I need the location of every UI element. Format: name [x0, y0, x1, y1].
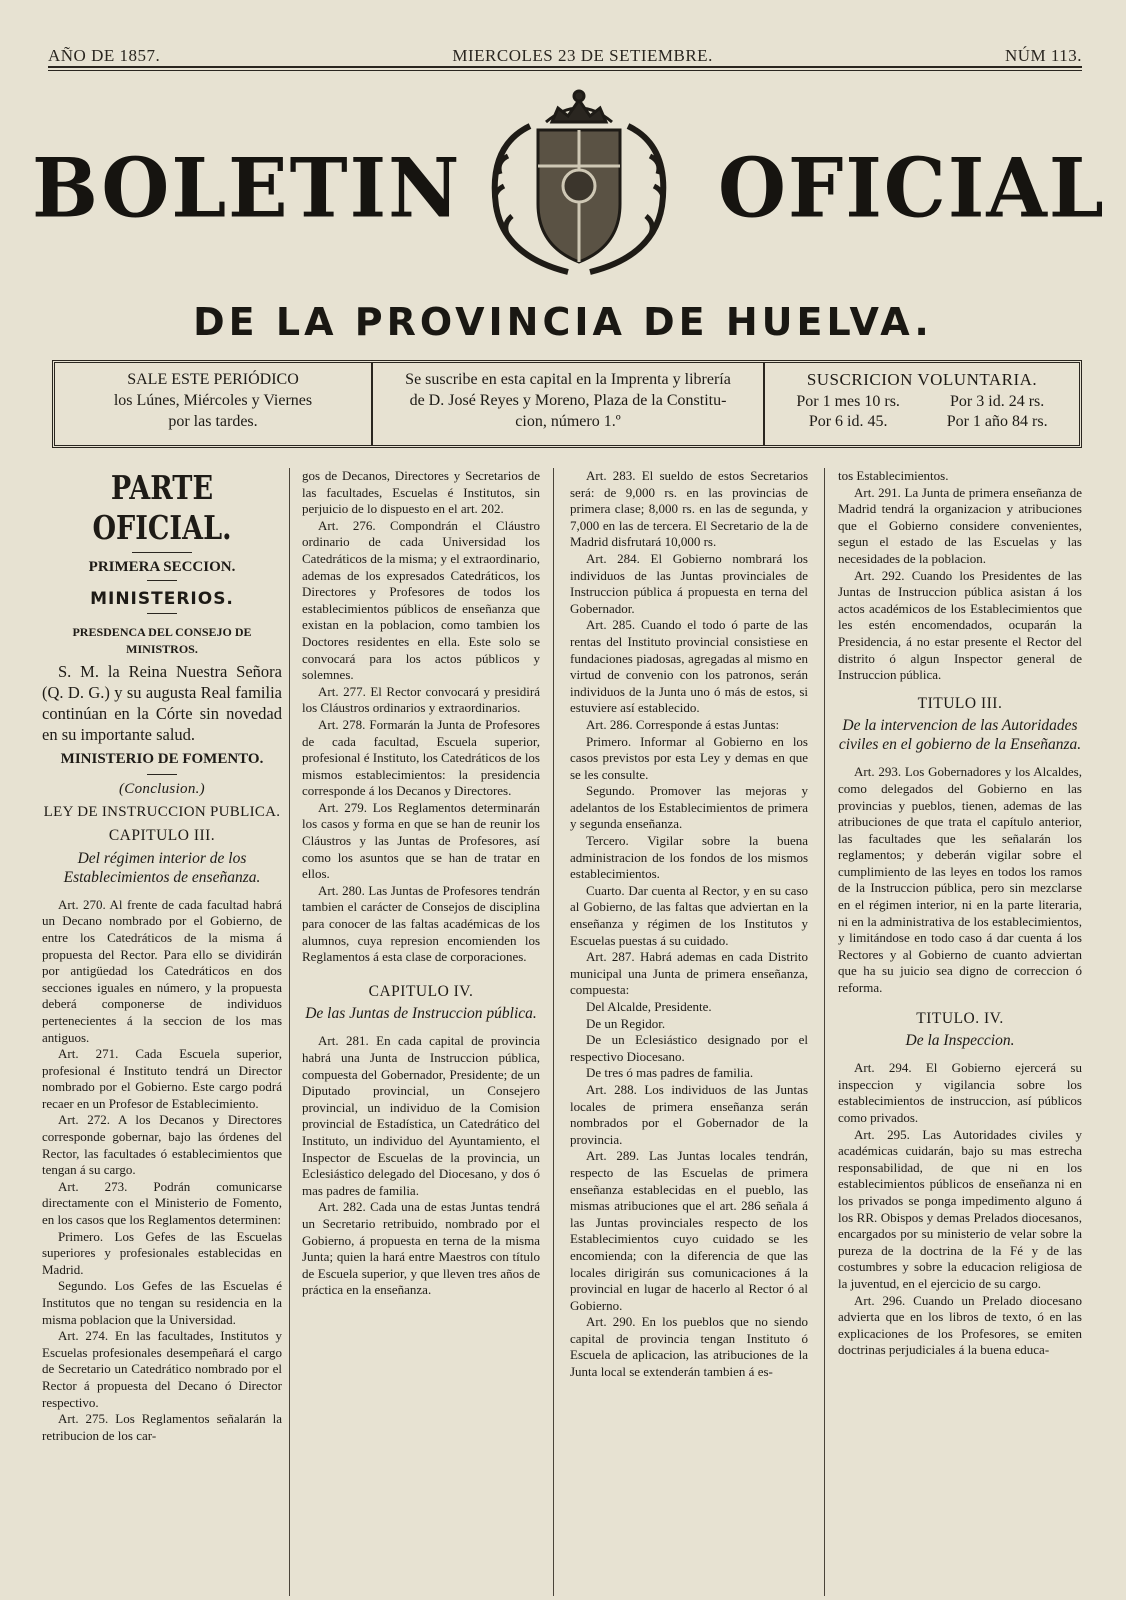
article-paragraph: Primero. Informar al Gobierno en los casos previstos por esta Ley y demas en que se les consulte.: [570, 733, 808, 782]
price-3-meses: Por 3 id. 24 rs.: [950, 393, 1045, 410]
chapter-subtitle: Del régimen interior de los Establecimientos de enseñanza.: [63, 849, 261, 886]
article-paragraph: Art. 284. El Gobierno nombrará los individuos de las Juntas provinciales de Instruccion pública á propuesta en terna del Gobernador.: [570, 550, 808, 616]
article-paragraph: Del Alcalde, Presidente.: [586, 999, 712, 1014]
title-subtitle: De la Inspeccion.: [905, 1032, 1015, 1050]
article-paragraph: Cuarto. Dar cuenta al Rector, y en su caso al Gobierno, de las faltas que adviertan en la enseñanza y régimen de los Institutos y Escuelas puestas á su cuidado.: [570, 882, 808, 948]
article-paragraph: Art. 288. Los individuos de las Juntas locales de primera enseñanza serán nombrados por el Gobernador de la provincia.: [570, 1081, 808, 1147]
ministerios-heading: MINISTERIOS.: [90, 588, 234, 609]
column-2: [302, 468, 540, 1596]
article-paragraph: Art. 274. En las facultades, Institutos y Escuelas profesionales desempeñará el cargo de Secretario un Catedrático nombrado por el Rector á propuesta del Decano ó Director respectivo.: [42, 1328, 282, 1410]
article-paragraph: gos de Decanos, Directores y Secretarios de las facultades, Escuelas é Institutos, sin perjuicio de lo dispuesto en el art. 202.: [302, 468, 540, 517]
masthead-subtitle: DE LA PROVINCIA DE HUELVA.: [193, 300, 933, 344]
info-box: [52, 360, 1082, 448]
article-paragraph: Art. 278. Formarán la Junta de Profesores de cada facultad, Escuela superior, profesional é Instituto, los Catedráticos de los mismos establecimientos: la presidencia corresponde á los Decanos y Directores.: [302, 716, 540, 799]
masthead-right-word: OFICIAL: [718, 140, 1106, 237]
header-year: AÑO DE 1857.: [48, 46, 161, 65]
article-paragraph: Art. 286. Corresponde á estas Juntas:: [586, 716, 780, 732]
column-divider: [553, 468, 554, 1596]
article-paragraph: Segundo. Los Gefes de las Escuelas é Institutos que no tengan su residencia en la misma poblacion que la Universidad.: [42, 1278, 282, 1327]
column-1: [42, 468, 282, 1596]
article-paragraph: Art. 287. Habrá ademas en cada Distrito municipal una Junta de primera enseñanza, compuesta:: [570, 949, 808, 998]
article-paragraph: De tres ó mas padres de familia.: [586, 1065, 754, 1081]
parte-oficial-heading: PARTE OFICIAL.: [92, 468, 232, 547]
header-number: NÚM 113.: [1004, 46, 1082, 65]
article-paragraph: Art. 295. Las Autoridades civiles y académicas cuidarán, bajo su mas estrecha responsabilidad, de que ni en los establecimientos públicos de enseñanza ni en los privados se ponga impedimento alguno á los RR. Obispos y demas Prelados diocesanos, encargados por su ministerio de velar sobre la pureza de la doctrina de la Fé y de las costumbres y sobre la educacion religiosa de la juventud, en el ejercicio de su cargo.: [838, 1126, 1082, 1291]
article-paragraph: Art. 292. Cuando los Presidentes de las Juntas de Instruccion pública asistan á los actos académicos de los Establecimientos que les estén encomendados, ocuparán la Presidencia, á no estar presente el Rector del distrito ó algun Inspector general de Instruccion pública.: [838, 567, 1082, 683]
article-paragraph: Segundo. Promover las mejoras y adelantos de los Establecimientos de primera y segunda enseñanza.: [570, 783, 808, 832]
article-paragraph: Art. 281. En cada capital de provincia habrá una Junta de Instruccion pública, compuesta del Gobernador, Presidente; de un Diputado provincial, un Consejero provincial, un individuo de la Comision provincial de Estadística, un Catedrático del Instituto, un individuo del Ayuntamiento, el Inspector de Escuelas de la provincia, un Eclesiástico delegado del Diocesano, y dos ó mas padres de familia.: [302, 1033, 540, 1198]
title-heading: TITULO III.: [917, 694, 1003, 712]
article-paragraph: Art. 296. Cuando un Prelado diocesano advierta que en los libros de texto, ó en las explicaciones de los Profesores, se emiten doctrinas perjudiciales á la buena educa-: [838, 1292, 1082, 1358]
article-paragraph: Art. 272. A los Decanos y Directores corresponde gobernar, bajo las órdenes del Rector, las facultades ó establecimientos que tengan á su cargo.: [42, 1112, 282, 1178]
section-heading: PRIMERA SECCION.: [88, 559, 236, 575]
article-paragraph: Art. 279. Los Reglamentos determinarán los casos y forma en que se han de reunir los Cláustros y las Juntas de Profesores, así como los asuntos que se han de tratar en ellos.: [302, 799, 540, 882]
article-paragraph: Art. 276. Compondrán el Cláustro ordinario de cada Universidad los Catedráticos de la misma; y el extraordinario, ademas de los expresados Catedráticos, los Directores y Profesores de todos los establecimientos públicos de enseñanza que existan en la poblacion, como tambien los Doctores residentes en ella. Este solo se convocará para los actos públicos y solemnes.: [302, 517, 540, 683]
info-publication-days: SALE ESTE PERIÓDICO los Lúnes, Miércoles y Viernes por las tardes.: [55, 363, 373, 445]
article-paragraph: De un Eclesiástico designado por el respectivo Diocesano.: [570, 1032, 808, 1064]
article-paragraph: Art. 283. El sueldo de estos Secretarios será: de 9,000 rs. en las provincias de primera clase; 8,000 rs. en las de segunda, y 7,000 en las de tercera. El Secretario de la de Madrid disfrutará 10,000 rs.: [570, 468, 808, 550]
presidencia-heading: PRESDENCA DEL CONSEJO DE MINISTROS.: [72, 625, 252, 656]
reina-notice: S. M. la Reina Nuestra Señora (Q. D. G.) y su augusta Real familia continúan en la Córte sin novedad en su importante salud.: [42, 662, 282, 745]
masthead-left-word: BOLETIN: [32, 140, 462, 237]
header-rule-thin: [48, 70, 1082, 71]
article-paragraph: Art. 290. En los pueblos que no siendo capital de provincia tengan Instituto ó Escuela de aplicacion, las atribuciones de la Junta local se extenderán tambien á es-: [570, 1314, 808, 1380]
article-paragraph: Art. 271. Cada Escuela superior, profesional é Instituto tendrá un Director nombrado por el Gobierno. Este cargo podrá recaer en un Profesor de Establecimiento.: [42, 1046, 282, 1111]
header-date: MIERCOLES 23 DE SETIEMBRE.: [452, 46, 713, 65]
article-paragraph: Art. 273. Podrán comunicarse directamente con el Ministerio de Fomento, en los casos que los Reglamentos determinen:: [42, 1178, 282, 1228]
article-paragraph: Art. 282. Cada una de estas Juntas tendrá un Secretario retribuido, nombrado por el Gobierno, á propuesta en terna de la misma Junta; quien la hará entre Maestros con título de Escuela superior, y que lleven tres años de práctica en la enseñanza.: [302, 1199, 540, 1298]
price-6-meses: Por 6 id. 45.: [808, 413, 888, 430]
article-paragraph: Art. 294. El Gobierno ejercerá su inspeccion y vigilancia sobre los establecimientos de instruccion, así públicos como privados.: [838, 1060, 1082, 1125]
article-paragraph: Art. 277. El Rector convocará y presidirá los Cláustros ordinarios y extraordinarios.: [302, 683, 540, 716]
header-line: [48, 36, 1082, 66]
title-subtitle: De la intervencion de las Autoridades civiles en el gobierno de la Enseñanza.: [838, 717, 1082, 754]
price-1-mes: Por 1 mes 10 rs.: [796, 393, 900, 410]
article-paragraph: Art. 285. Cuando el todo ó parte de las rentas del Instituto provincial consistiese en fundaciones piadosas, agregadas al mismo en virtud de convenio con los patronos, serán individuos de la Junta uno ó más de estos, si estuviere así establecido.: [570, 617, 808, 716]
info-subscription-place: Se suscribe en esta capital en la Imprenta y librería de D. José Reyes y Moreno, Plaza de la Constitu- cion, número 1.º: [373, 363, 765, 445]
article-paragraph: tos Establecimientos.: [838, 468, 949, 483]
chapter-subtitle: De las Juntas de Instruccion pública.: [305, 1005, 537, 1023]
article-paragraph: De un Regidor.: [586, 1015, 666, 1031]
article-paragraph: Art. 291. La Junta de primera enseñanza de Madrid tendrá la organizacion y atribuciones que el Gobierno considere convenientes, segun el estado de las Escuelas y las necesidades de la poblacion.: [838, 484, 1082, 566]
ministerio-fomento-heading: MINISTERIO DE FOMENTO.: [60, 751, 264, 768]
chapter-heading: CAPITULO III.: [108, 827, 216, 845]
conclusion-label: (Conclusion.): [119, 780, 205, 797]
article-paragraph: Art. 275. Los Reglamentos señalarán la retribucion de los car-: [42, 1411, 282, 1443]
law-title: LEY DE INSTRUCCION PUBLICA.: [43, 803, 281, 820]
chapter-heading: CAPITULO IV.: [368, 982, 474, 1000]
column-divider: [289, 468, 290, 1596]
price-1-ano: Por 1 año 84 rs.: [946, 413, 1048, 430]
header-rule: [48, 66, 1082, 68]
article-paragraph: Tercero. Vigilar sobre la buena administracion de los fondos de los mismos establecimientos.: [570, 833, 808, 882]
title-heading: TITULO. IV.: [916, 1009, 1004, 1027]
column-3: [570, 468, 808, 1596]
article-paragraph: Art. 289. Las Juntas locales tendrán, respecto de las Escuelas de primera enseñanza establecidas en el pueblo, las mismas atribuciones que el art. 286 señala á las Juntas provinciales respecto de los Establecimientos cuyo cuidado se les encomienda; con la diferencia de que las locales dirigirán sus comunicaciones á la provincial en lugar de hacerlo al Rector ó al Gobierno.: [570, 1148, 808, 1313]
article-paragraph: Art. 293. Los Gobernadores y los Alcaldes, como delegados del Gobierno en las provincias y pueblos, tienen, ademas de las atribuciones de que trata el capítulo anterior, las facultades que les señalarán los reglamentos; y deberán vigilar sobre el cumplimiento de las leyes en todos los ramos de la Instruccion pública, pero sin mezclarse en el régimen interior, ni en la parte literaria, ni en la administrativa de los establecimientos, y limitándose en todo caso á dar cuenta á los Rectores y al Gobierno de cuanto adviertan que ha su juicio sea digno de correccion ó reforma.: [838, 764, 1082, 996]
info-prices: SUSCRICION VOLUNTARIA. Por 1 mes 10 rs. Por 6 id. 45. Por 3 id. 24 rs. Por 1 año 84 rs.: [796, 370, 1048, 430]
article-paragraph: Art. 280. Las Juntas de Profesores tendrán tambien el carácter de Consejos de disciplina para conocer de las faltas académicas de los alumnos, cuya represion encomienden los Reglamentos á esta clase de corporaciones.: [302, 882, 540, 965]
article-paragraph: Primero. Los Gefes de las Escuelas superiores y profesionales establecidas en Madrid.: [42, 1228, 282, 1277]
royal-coat-of-arms-icon: [468, 86, 690, 276]
column-4: [838, 468, 1082, 1596]
column-divider: [824, 468, 825, 1596]
article-paragraph: Art. 270. Al frente de cada facultad habrá un Decano nombrado por el Gobierno, de entre los Catedráticos de la misma á propuesta del Rector. Para ello se dividirán por antigüedad los Catedráticos en dos secciones iguales en número, y la propuesta deberá componerse de individuos pertenecientes á la seccion de los mas antiguos.: [42, 896, 282, 1045]
